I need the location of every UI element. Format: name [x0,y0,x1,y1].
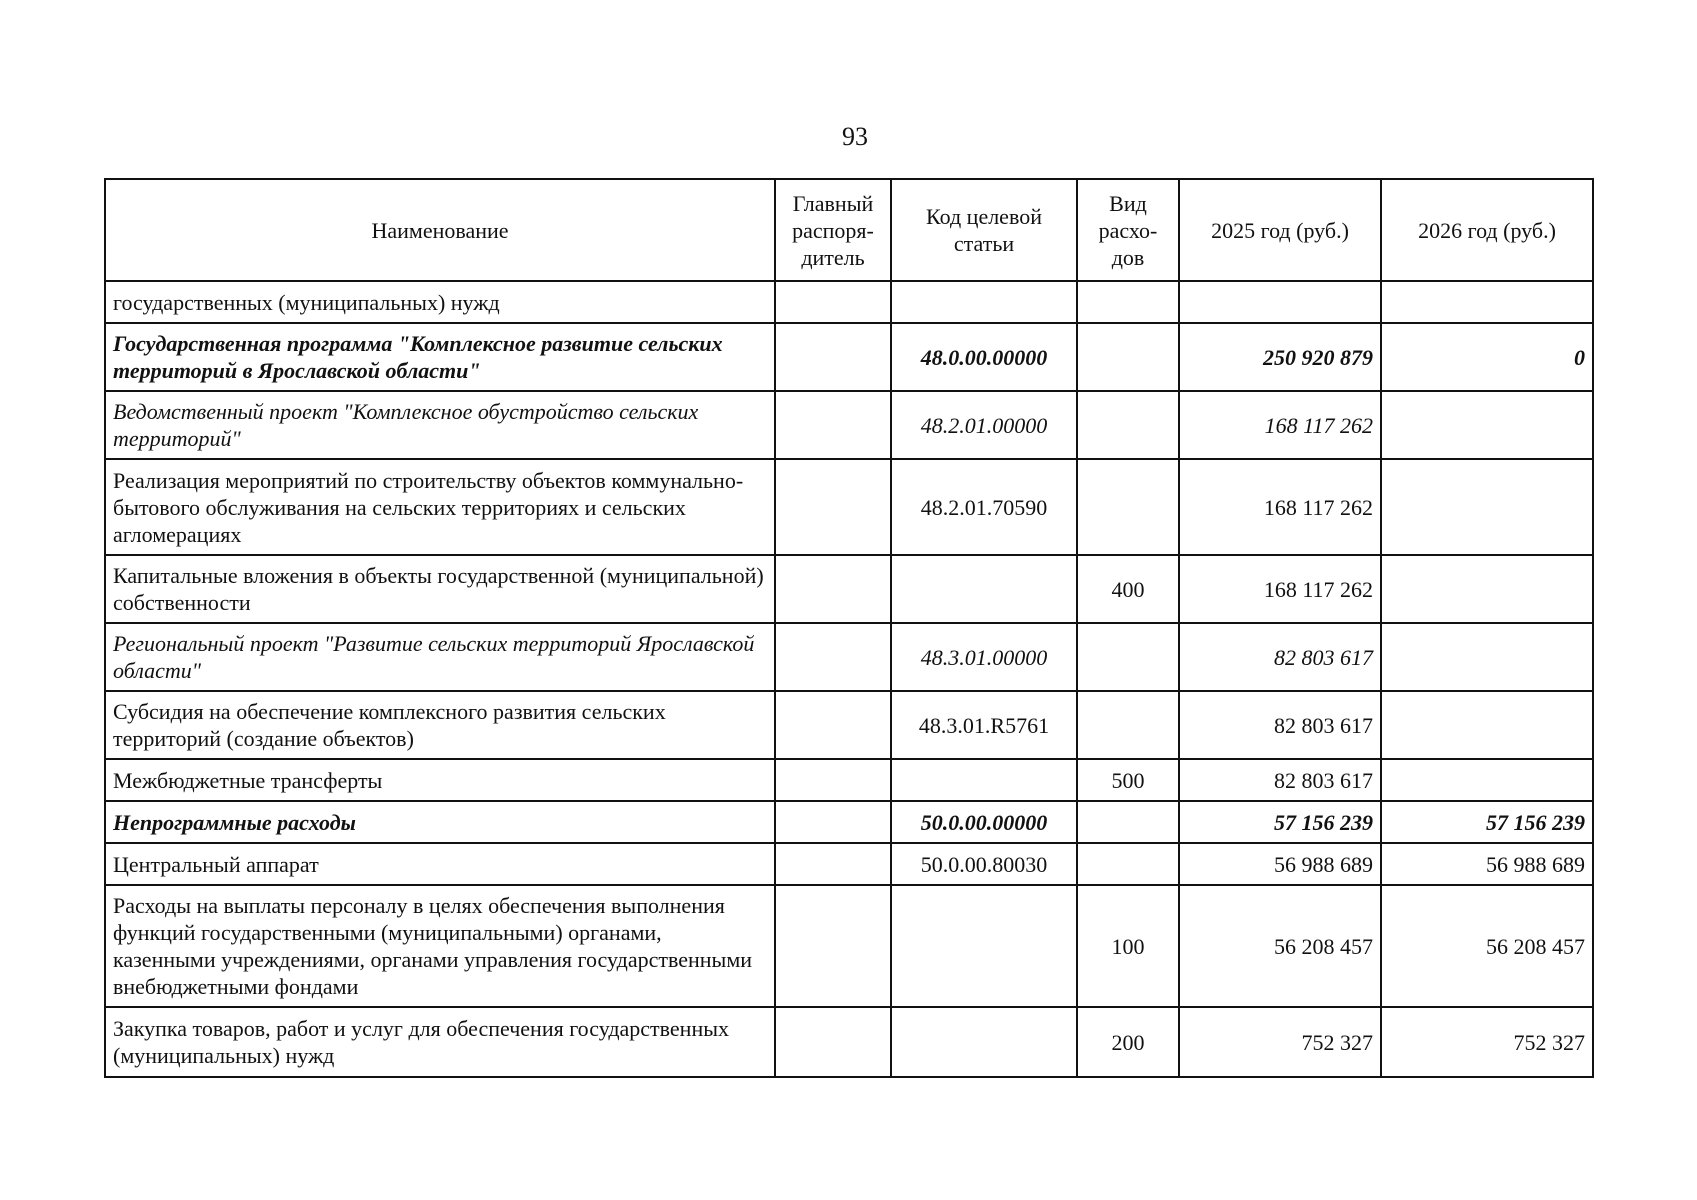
table-cell-2026 [1381,759,1593,801]
table-cell-2026: 0 [1381,323,1593,391]
table-row [105,691,1593,759]
table-cell-manager [775,323,891,391]
page-number: 93 [842,122,868,151]
table-cell-2025: 168 117 262 [1179,391,1381,459]
table-cell-code [891,281,1077,323]
table-cell-2026: 56 988 689 [1381,843,1593,885]
table-header-row [105,179,1593,281]
table-cell-name: Закупка товаров, работ и услуг для обеспечения государственных (муниципальных) нужд [105,1007,775,1077]
table-row [105,885,1593,1007]
table-cell-name: Ведомственный проект "Комплексное обустройство сельских территорий" [105,391,775,459]
table-cell-code: 48.2.01.00000 [891,391,1077,459]
table-cell-code: 48.3.01.R5761 [891,691,1077,759]
table-cell-2025: 168 117 262 [1179,555,1381,623]
table-cell-2025 [1179,281,1381,323]
table-cell-expense-type: 500 [1077,759,1179,801]
table-row [105,759,1593,801]
col-header-2025: 2025 год (руб.) [1179,179,1381,281]
table-row [105,281,1593,323]
table-cell-expense-type [1077,323,1179,391]
table-cell-expense-type [1077,391,1179,459]
table-cell-2025: 82 803 617 [1179,759,1381,801]
table-cell-code: 48.2.01.70590 [891,459,1077,555]
col-header-code: Код целевой статьи [891,179,1077,281]
table-cell-manager [775,885,891,1007]
table-cell-manager [775,459,891,555]
table-cell-2026: 56 208 457 [1381,885,1593,1007]
table-cell-code: 50.0.00.00000 [891,801,1077,843]
table-row [105,623,1593,691]
table-cell-name: государственных (муниципальных) нужд [105,281,775,323]
col-header-name: Наименование [105,179,775,281]
table-cell-expense-type: 400 [1077,555,1179,623]
col-header-type: Вид расхо-дов [1077,179,1179,281]
table-cell-expense-type [1077,459,1179,555]
table-cell-2025: 56 208 457 [1179,885,1381,1007]
table-cell-2025: 168 117 262 [1179,459,1381,555]
table-cell-code [891,1007,1077,1077]
table-cell-manager [775,691,891,759]
table-cell-manager [775,1007,891,1077]
table-row [105,391,1593,459]
table-cell-expense-type [1077,281,1179,323]
table-cell-name: Непрограммные расходы [105,801,775,843]
table-row [105,459,1593,555]
col-header-2026: 2026 год (руб.) [1381,179,1593,281]
table-row [105,555,1593,623]
table-cell-2026: 752 327 [1381,1007,1593,1077]
table-cell-2026: 57 156 239 [1381,801,1593,843]
table-cell-2026 [1381,459,1593,555]
table-cell-manager [775,555,891,623]
col-header-manager: Главный распоря-дитель [775,179,891,281]
table-cell-code: 48.3.01.00000 [891,623,1077,691]
table-cell-2025: 82 803 617 [1179,623,1381,691]
table-cell-code [891,759,1077,801]
table-cell-code: 48.0.00.00000 [891,323,1077,391]
table-cell-manager [775,391,891,459]
table-cell-name: Реализация мероприятий по строительству объектов коммунально-бытового обслуживания на сельских территориях и сельских агломерациях [105,459,775,555]
table-cell-2026 [1381,391,1593,459]
table-cell-expense-type: 100 [1077,885,1179,1007]
table-cell-expense-type: 200 [1077,1007,1179,1077]
table-cell-code [891,885,1077,1007]
table-cell-name: Межбюджетные трансферты [105,759,775,801]
table-cell-manager [775,801,891,843]
table-cell-name: Капитальные вложения в объекты государственной (муниципальной) собственности [105,555,775,623]
table-cell-code: 50.0.00.80030 [891,843,1077,885]
table-cell-2025: 250 920 879 [1179,323,1381,391]
table-cell-manager [775,759,891,801]
table-cell-2026 [1381,555,1593,623]
table-cell-2025: 752 327 [1179,1007,1381,1077]
table-cell-2026 [1381,691,1593,759]
table-cell-manager [775,843,891,885]
table-cell-expense-type [1077,801,1179,843]
table-row [105,323,1593,391]
table-cell-2026 [1381,281,1593,323]
table-cell-manager [775,281,891,323]
table-cell-manager [775,623,891,691]
table-row [105,843,1593,885]
table-cell-name: Расходы на выплаты персоналу в целях обеспечения выполнения функций государственными (муниципальными) органами, казенными учреждениями, органами управления государственными внебюджетными фондами [105,885,775,1007]
table-row [105,1007,1593,1077]
table-cell-2025: 82 803 617 [1179,691,1381,759]
table-cell-expense-type [1077,623,1179,691]
table-cell-expense-type [1077,691,1179,759]
table-cell-name: Региональный проект "Развитие сельских территорий Ярославской области" [105,623,775,691]
table-cell-expense-type [1077,843,1179,885]
table-cell-code [891,555,1077,623]
table-cell-2025: 57 156 239 [1179,801,1381,843]
table-row [105,801,1593,843]
table-cell-name: Государственная программа "Комплексное развитие сельских территорий в Ярославской области" [105,323,775,391]
budget-table [104,178,1594,1078]
table-cell-name: Центральный аппарат [105,843,775,885]
table-cell-2025: 56 988 689 [1179,843,1381,885]
table-cell-name: Субсидия на обеспечение комплексного развития сельских территорий (создание объектов) [105,691,775,759]
table-cell-2026 [1381,623,1593,691]
